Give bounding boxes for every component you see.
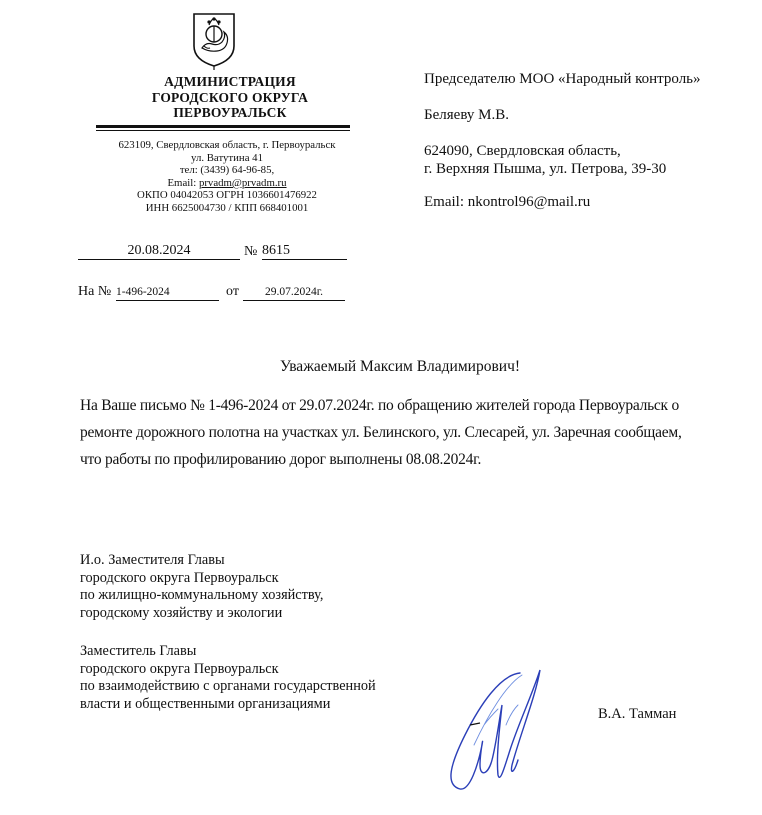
recipient-name: Беляеву М.В. <box>424 107 509 123</box>
org-codes-line: ИНН 6625004730 / КПП 668401001 <box>145 201 309 214</box>
organization-address <box>95 139 359 215</box>
signer-title-line: по жилищно-коммунальному хозяйству, <box>80 587 324 604</box>
body-line: ремонте дорожного полотна на участках ул. Белинского, ул. Слесарей, ул. Заречная сообщаем, <box>80 424 682 441</box>
org-name-line: ПЕРВОУРАЛЬСК <box>173 105 287 120</box>
signer-title-line: Заместитель Главы <box>80 643 197 659</box>
org-email-link[interactable]: prvadm@prvadm.ru <box>198 176 287 189</box>
in-reply-label: На № <box>78 284 112 299</box>
outgoing-number: 8615 <box>262 243 347 260</box>
org-name-line: АДМИНИСТРАЦИЯ <box>164 74 296 89</box>
outgoing-date: 20.08.2024 <box>78 243 240 260</box>
signer-title-deputy <box>80 643 440 713</box>
signer-title-acting <box>80 552 440 622</box>
handwritten-signature <box>440 665 570 795</box>
recipient-address-line: 624090, Свердловская область, <box>424 143 621 159</box>
signer-title-line: городскому хозяйству и экологии <box>80 604 283 621</box>
signer-title-line: городского округа Первоуральск <box>80 569 279 586</box>
org-name-line: ГОРОДСКОГО ОКРУГА <box>151 89 309 105</box>
recipient-block <box>424 70 754 211</box>
in-reply-date: 29.07.2024г. <box>243 284 345 301</box>
org-email-line <box>95 177 359 190</box>
in-reply-number: 1-496-2024 <box>116 284 219 301</box>
body-line: что работы по профилированию дорог выполнены 08.08.2024г. <box>80 451 482 468</box>
signer-title-line: власти и общественными организациями <box>80 695 331 712</box>
coat-of-arms-icon <box>190 10 238 70</box>
signer-title-line: И.о. Заместителя Главы <box>80 552 225 568</box>
org-email-label: Email: <box>167 176 199 189</box>
signer-title-line: городского округа Первоуральск <box>80 660 279 677</box>
salutation: Уважаемый Максим Владимирович! <box>279 358 521 375</box>
in-reply-from-label: от <box>226 284 239 299</box>
org-address-line: ул. Ватутина 41 <box>191 151 263 164</box>
recipient-position: Председателю МОО «Народный контроль» <box>424 71 701 87</box>
body-line: На Ваше письмо № 1-496-2024 от 29.07.2024г. по обращению жителей города Первоуральск о <box>80 397 679 414</box>
recipient-email: Email: nkontrol96@mail.ru <box>424 194 591 210</box>
organization-name <box>95 74 365 121</box>
letterhead-divider-thin <box>96 130 350 131</box>
outgoing-number-label: № <box>244 244 258 259</box>
org-address-line: тел: (3439) 64-96-85, <box>179 164 275 177</box>
signer-title-line: по взаимодействию с органами государственной <box>80 678 376 695</box>
letter-body <box>80 392 748 473</box>
signer-name: В.А. Тамман <box>598 706 677 722</box>
org-codes-line: ОКПО 04042053 ОГРН 1036601476922 <box>137 189 317 202</box>
recipient-address-line: г. Верхняя Пышма, ул. Петрова, 39-30 <box>424 161 667 177</box>
letterhead-divider-thick <box>96 125 350 128</box>
org-address-line: 623109, Свердловская область, г. Первоуральск <box>118 139 336 151</box>
